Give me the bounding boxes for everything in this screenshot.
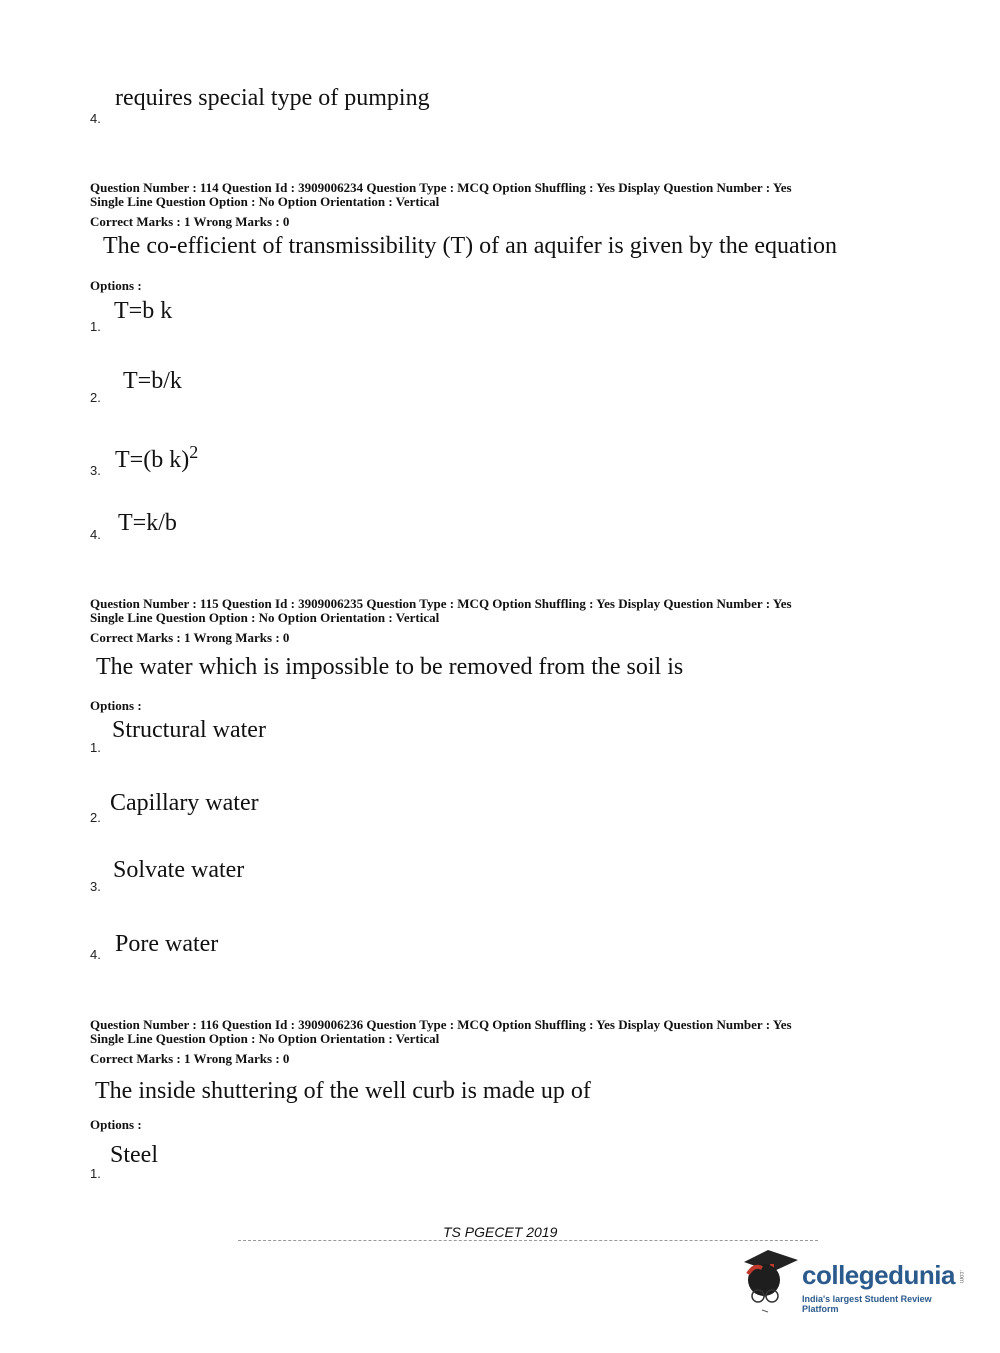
q115-marks: Correct Marks : 1 Wrong Marks : 0 bbox=[90, 630, 290, 645]
q114-option-3-superscript: 2 bbox=[189, 442, 199, 462]
q116-option-1-number: 1. bbox=[90, 1166, 101, 1181]
q114-option-1-text: T=b k bbox=[114, 298, 173, 324]
q115-meta-line1: Question Number : 115 Question Id : 3909006235 Question Type : MCQ Option Shuffling : Yes Display Question Number : Yes bbox=[90, 596, 792, 611]
q114-option-4-number: 4. bbox=[90, 527, 101, 542]
q114-option-3-base: T=(b k) bbox=[115, 447, 190, 473]
footer-exam-title: TS PGECET 2019 bbox=[443, 1224, 558, 1240]
q116-option-1-text: Steel bbox=[110, 1142, 158, 1168]
q114-option-3-text bbox=[115, 438, 198, 474]
q114-option-3-number: 3. bbox=[90, 463, 101, 478]
q115-question-text: The water which is impossible to be removed from the soil is bbox=[96, 654, 684, 680]
footer-divider bbox=[238, 1240, 818, 1241]
q116-meta-line2: Single Line Question Option : No Option Orientation : Vertical bbox=[90, 1031, 440, 1046]
q115-option-1-number: 1. bbox=[90, 740, 101, 755]
q114-question-text: The co-efficient of transmissibility (T) of an aquifer is given by the equation bbox=[103, 233, 838, 259]
q115-option-4-number: 4. bbox=[90, 947, 101, 962]
q114-option-2-number: 2. bbox=[90, 390, 101, 405]
q114-option-1-number: 1. bbox=[90, 319, 101, 334]
q114-option-2-text: T=b/k bbox=[123, 368, 182, 394]
q116-meta-line1: Question Number : 116 Question Id : 3909006236 Question Type : MCQ Option Shuffling : Yes Display Question Number : Yes bbox=[90, 1017, 792, 1032]
q114-meta-line1: Question Number : 114 Question Id : 3909006234 Question Type : MCQ Option Shuffling : Yes Display Question Number : Yes bbox=[90, 180, 792, 195]
prev-option-4-number: 4. bbox=[90, 111, 101, 126]
prev-option-4-text: requires special type of pumping bbox=[115, 85, 430, 111]
q114-option-4-text: T=k/b bbox=[118, 510, 177, 536]
q115-option-4-text: Pore water bbox=[115, 931, 219, 957]
q116-question-text: The inside shuttering of the well curb is made up of bbox=[95, 1078, 591, 1104]
graduate-mascot-icon bbox=[740, 1244, 802, 1314]
logo-tagline: India's largest Student Review Platform bbox=[802, 1294, 932, 1314]
logo-com: .com bbox=[958, 1270, 964, 1284]
q114-marks: Correct Marks : 1 Wrong Marks : 0 bbox=[90, 214, 290, 229]
q115-option-3-number: 3. bbox=[90, 879, 101, 894]
q115-option-2-number: 2. bbox=[90, 810, 101, 825]
q116-marks: Correct Marks : 1 Wrong Marks : 0 bbox=[90, 1051, 290, 1066]
q115-option-2-text: Capillary water bbox=[110, 790, 259, 816]
collegedunia-logo bbox=[740, 1244, 970, 1314]
q115-options-label: Options : bbox=[90, 698, 142, 713]
q114-options-label: Options : bbox=[90, 278, 142, 293]
logo-wordmark: collegedunia bbox=[802, 1260, 955, 1290]
q115-option-1-text: Structural water bbox=[112, 717, 266, 743]
q115-option-3-text: Solvate water bbox=[113, 857, 245, 883]
q116-options-label: Options : bbox=[90, 1117, 142, 1132]
q115-meta-line2: Single Line Question Option : No Option Orientation : Vertical bbox=[90, 610, 440, 625]
q114-meta-line2: Single Line Question Option : No Option Orientation : Vertical bbox=[90, 194, 440, 209]
